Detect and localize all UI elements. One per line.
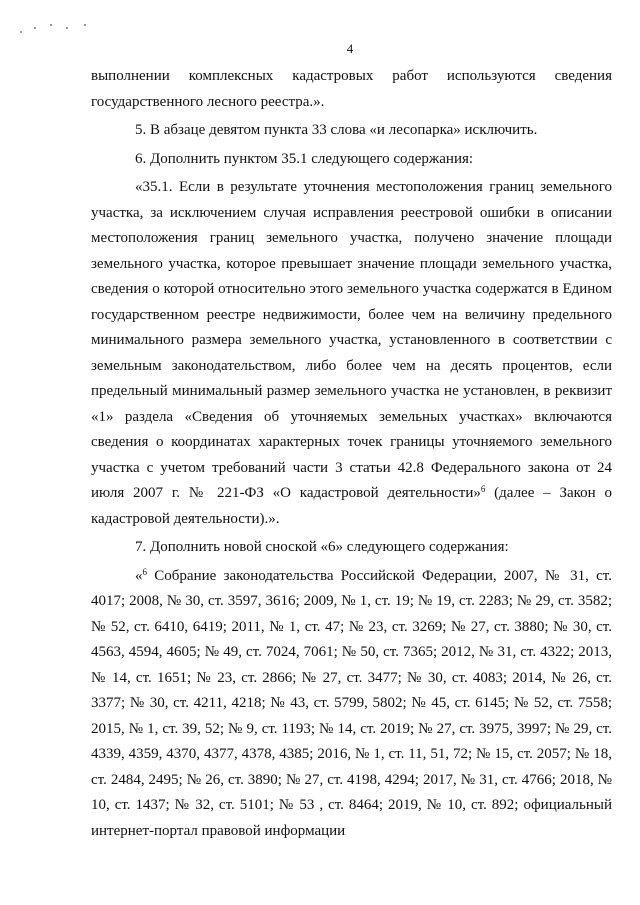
scan-artifact	[66, 27, 68, 29]
paragraph-clause-35-1	[91, 175, 612, 532]
paragraph-continuation: выполнении комплексных кадастровых работ используются сведения государственного лесного реестра.».	[91, 68, 612, 110]
paragraph-item-5: 5. В абзаце девятом пункта 33 слова «и лесопарка» исключить.	[135, 122, 538, 138]
footnote-marker: 6	[142, 566, 147, 577]
paragraph-item-6: 6. Дополнить пунктом 35.1 следующего содержания:	[135, 150, 474, 167]
scan-artifact	[50, 24, 52, 26]
footnote-quote: «	[135, 567, 143, 584]
footnote-marker: 6	[480, 484, 486, 494]
scan-artifact	[20, 31, 22, 33]
page-number: 4	[346, 41, 354, 56]
clause-text-end: (далее – Закон о кадастровой деятельности).».	[91, 485, 612, 527]
clause-text: «35.1. Если в результате уточнения местоположения границ земельного участка, за исключением случая исправления реестровой ошибки в описании местоположения границ земельного участка, получено значение площади земельного участка, которое превышает значение площади земельного участка, сведения о которой относительно этого земельного участка содержатся в Едином государственном реестре недвижимости, более чем на величину предельного минимального размера земельного участка, установленного в соответствии с земельным законодательством, либо более чем на десять процентов, если предельный минимальный размер земельного участка не установлен, в реквизит «1» раздела «Сведения об уточняемых земельных участках» включаются сведения о координатах характерных точек границы уточняемого земельного участка с учетом требований части 3 статьи 42.8 Федерального закона от 24 июля 2007 г. № 221-ФЗ «О кадастровой деятельности»	[91, 179, 612, 501]
paragraph-footnote-6	[91, 564, 612, 845]
document-body	[91, 64, 612, 844]
scan-artifact	[84, 24, 86, 26]
paragraph-item-7: 7. Дополнить новой сноской «6» следующего содержания:	[135, 539, 509, 555]
scan-artifact	[34, 27, 36, 29]
footnote-text: Собрание законодательства Российской Федерации, 2007, № 31, ст. 4017; 2008, № 30, ст. 3597, 3616; 2009, № 1, ст. 19; № 19, ст. 2283; № 29, ст. 3582; № 52, ст. 6410, 6419; 2011, № 1, ст. 47; № 23, ст. 3269; № 27, ст. 3880; № 30, ст. 4563, 4594, 4605; № 49, ст. 7024, 7061; № 50, ст. 7365; 2012, № 31, ст. 4322; 2013, № 14, ст. 1651; № 23, ст. 2866; № 27, ст. 3477; № 30, ст. 4083; 2014, № 26, ст. 3377; № 30, ст. 4211, 4218; № 43, ст. 5799, 5802; № 45, ст. 6145; № 52, ст. 7558; 2015, № 1, ст. 39, 52; № 9, ст. 1193; № 14, ст. 2019; № 27, ст. 3975, 3997; № 29, ст. 4339, 4359, 4370, 4377, 4378, 4385; 2016, № 1, ст. 11, 51, 72; № 15, ст. 2057; № 18, ст. 2484, 2495; № 26, ст. 3890; № 27, ст. 4198, 4294; 2017, № 31, ст. 4766; 2018, № 10, ст. 1437; № 32, ст. 5101; № 53 , ст. 8464; 2019, № 10, ст. 892; официальный интернет-портал правовой информации	[91, 567, 612, 839]
